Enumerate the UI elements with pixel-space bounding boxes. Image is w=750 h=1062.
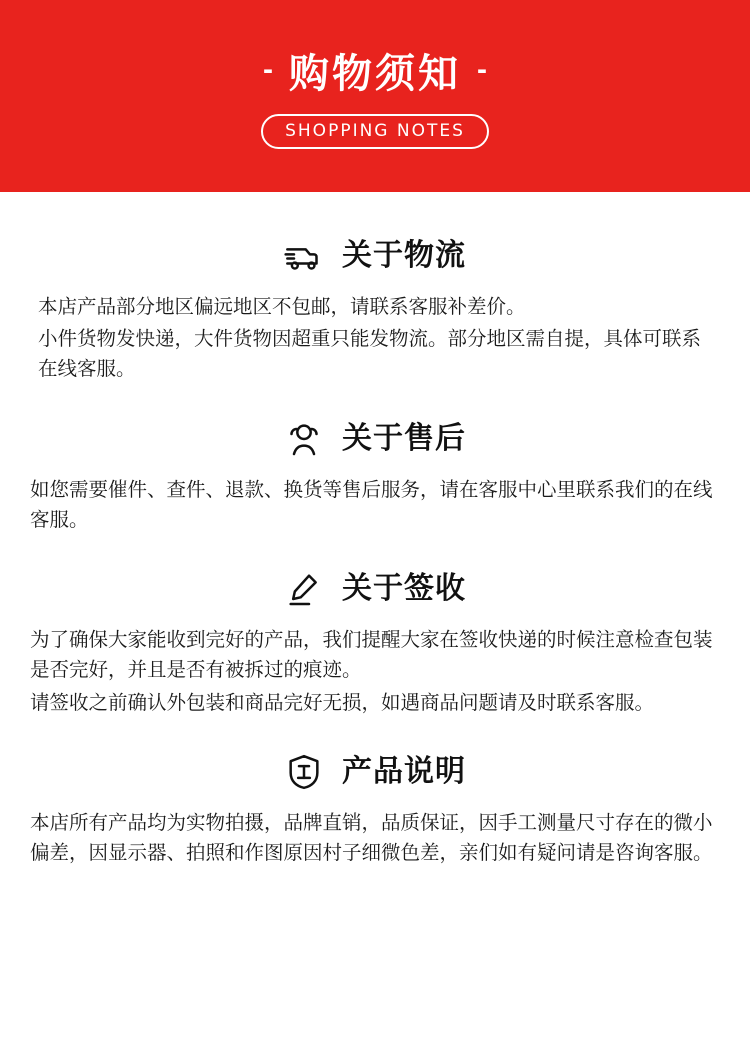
section-title: 关于物流 <box>342 239 466 272</box>
pen-sign-icon <box>284 569 324 609</box>
section-header <box>30 419 720 459</box>
section-logistics <box>30 236 720 385</box>
section-paragraph: 小件货物发快递，大件货物因超重只能发物流。部分地区需自提，具体可联系在线客服。 <box>38 328 702 381</box>
section-body <box>30 475 720 535</box>
section-paragraph: 请签收之前确认外包装和商品完好无损，如遇商品问题请及时联系客服。 <box>30 691 655 714</box>
section-paragraph: 为了确保大家能收到完好的产品，我们提醒大家在签收快递的时候注意检查包装是否完好，并且是否有被拆过的痕迹。 <box>30 629 713 682</box>
section-receipt <box>30 569 720 718</box>
truck-icon <box>284 236 324 276</box>
headset-service-icon <box>284 419 324 459</box>
section-body <box>30 808 720 868</box>
section-body <box>30 292 720 385</box>
shield-check-icon <box>284 752 324 792</box>
notes-content <box>0 236 750 868</box>
section-title: 产品说明 <box>342 754 466 788</box>
section-paragraph: 如您需要催件、查件、退款、换货等售后服务，请在客服中心里联系我们的在线客服。 <box>30 478 713 531</box>
section-title: 关于售后 <box>342 421 466 455</box>
section-paragraph: 本店产品部分地区偏远地区不包邮，请联系客服补差价。 <box>38 296 526 318</box>
section-paragraph: 本店所有产品均为实物拍摄，品牌直销，品质保证，因手工测量尺寸存在的微小偏差，因显示器、拍照和作图原因村子细微色差，亲们如有疑问请是咨询客服。 <box>30 811 713 864</box>
banner-title-row <box>263 52 487 96</box>
section-header <box>30 236 720 276</box>
banner-dash-left: - <box>263 52 273 86</box>
section-header <box>30 569 720 609</box>
banner-subtitle: SHOPPING NOTES <box>261 114 489 149</box>
section-after-sales <box>30 419 720 535</box>
page-banner <box>0 0 750 192</box>
section-title: 关于签收 <box>342 572 466 606</box>
section-body <box>30 625 720 718</box>
section-product-info <box>30 752 720 868</box>
section-header <box>30 752 720 792</box>
page-title: 购物须知 <box>289 51 461 96</box>
banner-dash-right: - <box>477 52 487 86</box>
